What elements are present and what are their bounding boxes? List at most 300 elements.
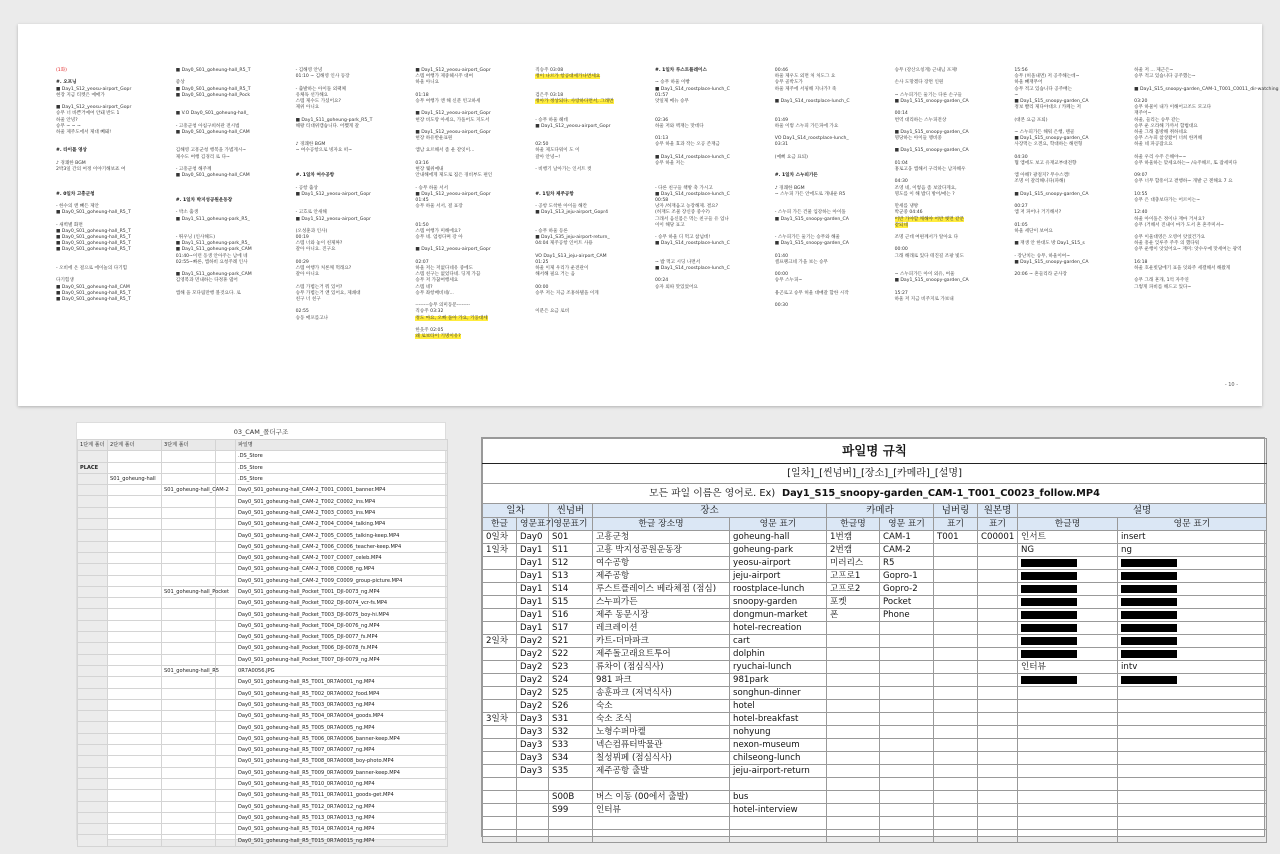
script-line-text: 00:29 [295,259,309,265]
folder-cell [78,801,108,812]
script-line-text: ■ Day1_S15_snoopy-garden_CA [1014,136,1089,142]
folder-cell [108,552,162,563]
rules-cell [880,752,934,765]
script-line-text: 하울 세단이 보여요 [1014,228,1053,234]
script-line-text: 스텝 가볍는거 뭐 있어? [295,284,343,290]
folder-cell [216,451,236,462]
rules-cell: bus [730,791,827,804]
folder-cell [78,835,108,846]
script-line-text: #. 0일차 고흥군청 [56,191,95,197]
rules-cell: hotel-recreation [730,622,827,635]
script-line-text: 정아가 정상되다. 사랑하다면서, 그래면 [535,98,614,104]
redaction-bar [1121,598,1177,606]
script-line [775,303,883,309]
script-line-text: 01:25 [535,259,549,265]
folder-cell: S01_goheung-hall [108,473,162,484]
folder-cell: Day0_S01_goheung-hall_CAM-2_T004_C0004_talking.MP4 [236,519,448,530]
script-line-text: 승무 이울대영은 오영어 앗었건가요 [1134,235,1206,241]
rules-cell: R5 [880,557,934,570]
rules-cell [934,661,978,674]
rules-cell: S22 [549,648,593,661]
folder-cell: Day0_S01_goheung-hall_CAM-2_T008_C0008_ng.MP4 [236,564,448,575]
rules-cell: goheung-park [730,544,827,557]
script-line-text: 승무 하물이 내가 이해어고조도 모고다 [1134,105,1212,111]
rules-cell [593,778,730,791]
folder-cell [108,609,162,620]
rules-row [483,791,1267,804]
folder-cell [78,552,108,563]
folder-cell: Day0_S01_goheung-hall_R5_T007_0R7A0007_ng.MP4 [236,745,448,756]
folder-cell [78,632,108,643]
script-line-text: 01:18 [415,92,429,98]
folder-cell: Day0_S01_goheung-hall_Pocket_T001_DJI-0073_ng.MP4 [236,586,448,597]
script-line-text: 03:31 [774,142,789,148]
rules-cell [1018,700,1118,713]
script-line-text: 하울 안녕? [56,117,78,123]
rules-cell [517,791,549,804]
folder-cell: .DS_Store [236,462,448,473]
filename-rules-sheet [481,437,1265,837]
script-line-text: ■ Day1_S11_goheung-park_CAM [175,247,252,253]
folder-row [78,745,448,756]
script-line-text: 현장 하유반운표원 [415,136,453,142]
folder-row [78,451,448,462]
folder-cell [216,507,236,518]
script-line-text: #. 1일차 제주공항 [535,191,574,197]
folder-row [78,812,448,823]
script-column [775,68,883,388]
script-line-text: 승무 그래 흔개, 1억 자주연 [1134,278,1189,284]
rules-cell [827,648,880,661]
folder-cell [78,575,108,586]
script-line-text: 00:00 [535,284,549,290]
rules-cell: 3일차 [483,713,517,726]
script-line-text: #. 1일차 여수공항 [295,173,335,179]
script-line-text: ■ Day0_S01_goheung-hall_R5_T [56,247,131,253]
script-line-text: 하울 제도다워이 도 이 [535,148,580,154]
script-line-text: ~ 스누피가든 해워 은행, 랜골 [1014,129,1075,135]
folder-cell: S01_goheung-hall_Pocket [162,586,216,597]
rules-cell: Day1 [517,596,549,609]
script-column [176,68,284,388]
rules-cell: Pocket [880,596,934,609]
script-line-text: 하울 저는 저없다네유 중에도 [415,266,474,271]
rules-cell [880,661,934,674]
script-line-text: ■ Day0_S01_goheung-hall_CAM [175,173,250,179]
rules-cell: S15 [549,596,593,609]
script-columns [56,68,1279,388]
rules-cell: 숙소 조식 [593,713,730,726]
script-line-text: 조명 근데 여편께서가 알아요 다 [894,235,959,241]
rules-cell [549,830,593,843]
script-line-text: ■ Day0_S01_goheung-hall_R5_T [175,86,251,92]
script-line [1134,86,1279,93]
folder-cell: S01_goheung-hall_R5 [162,665,216,676]
redaction-bar [1121,559,1177,567]
rules-cell [483,752,517,765]
script-line-text: 셀프랭크네 가을 보는 승무 [774,259,828,265]
folder-cell [78,564,108,575]
folder-cell [78,722,108,733]
rules-cell [827,726,880,739]
script-line-text: 04:30 [894,179,908,185]
folder-cell [216,733,236,744]
rules-cell: S16 [549,609,593,622]
rules-cell [880,713,934,726]
rules-cell: T001 [934,531,978,544]
rules-cell [978,713,1018,726]
script-line-text: 02:36 [654,117,669,123]
script-line [1134,266,1242,272]
rules-cell: S12 [549,557,593,570]
script-line-text: 좋상 [175,80,185,86]
folder-cell [162,620,216,631]
redaction-bar [1021,598,1077,606]
script-line-text: ■ Day1_S11_goheung-park_R5_T [295,117,373,123]
redacted-cell [1018,583,1118,596]
folder-row [78,485,448,496]
folder-cell [108,688,162,699]
folder-cell [162,733,216,744]
rules-cell: Day1 [517,544,549,557]
script-line-text: 01:49 [774,117,789,123]
script-line-text: - 김해영 안녕 [295,68,323,73]
script-line-text: 01:57 [654,92,669,98]
rules-cell [827,661,880,674]
script-line-text: 승무 (거해서 진내이 마가 도서 흔 흔주미셔~ [1134,222,1225,228]
rules-cell [978,570,1018,583]
folder-row [78,801,448,812]
script-line-text: 하울 저와 맥재는 맛데다 [654,123,704,129]
folder-cell [216,541,236,552]
rules-cell: 1일차 [483,544,517,557]
folder-cell [162,564,216,575]
rules-cell: 스누피가든 [593,596,730,609]
script-line-text: ♪ 경쾌한 BGM [774,185,805,191]
script-line-text: 10:55 [1134,191,1148,197]
script-line-text: ♪ 경쾌한 BGM [56,160,86,166]
folder-cell [216,609,236,620]
rules-cell [934,609,978,622]
rules-sub-header-cell: 한글명 [1018,518,1118,531]
rules-cell: Day1 [517,609,549,622]
rules-cell [978,778,1018,791]
script-line-text: 재주어~ [1134,111,1152,117]
redaction-bar [1021,572,1077,580]
rules-cell [1118,739,1267,752]
script-line-text: 현장 웨위예내 [415,167,444,172]
rules-cell [934,570,978,583]
script-line-text: 승무 ~ ~ ~ [56,123,81,129]
folder-row [78,632,448,643]
rules-cell [978,817,1018,830]
script-line-text: 낭자 /허재읍고 농장해제. 결요? [654,204,719,210]
folder-cell [216,462,236,473]
redacted-cell [1118,635,1267,648]
rules-cell [483,830,517,843]
script-line-text: - 승무 하울 헤데 [535,117,568,123]
rules-row [483,778,1267,791]
folder-cell [162,552,216,563]
rules-cell [880,817,934,830]
script-line-text: 하울 저 지금 비주지로 가보내 [894,296,954,302]
rules-cell [1018,687,1118,700]
script-line-text: ■ Day1_S12_yeosu-airport_Gopr [415,247,491,253]
rules-cell: S17 [549,622,593,635]
rules-cell [1018,739,1118,752]
rules-cell: snoopy-garden [730,596,827,609]
rules-cell: S99 [549,804,593,817]
folder-cell [216,530,236,541]
script-line-text: 손사 도망겠다 장면 인원 [894,80,944,86]
script-line-text: 스텝 여행가 제중헤시주 대여 [415,74,474,80]
rules-cell: intv [1118,661,1267,674]
folder-row [78,824,448,835]
rules-cell: Day3 [517,726,549,739]
script-line-text: ■ Day1_S12_yeosu-airport_Gopr [415,191,491,197]
script-line-text: 하울 호운빗답에기 표을 잇와주 세갤해서 해왔게 [1134,266,1231,271]
script-line-text: 03:16 [415,160,429,166]
script-line-text: 00:14 [894,111,908,117]
script-line-text: #. 오프닝 [56,80,77,86]
folder-cell [78,507,108,518]
redacted-cell [1018,609,1118,622]
script-line-text: - 스누피가든 둘기는 승무와 해울 [774,235,840,241]
script-line-text: 사장먹는 오겐요, 학대하는 해련형 [1014,142,1083,148]
rules-cell [978,544,1018,557]
script-line-text: 승무 여행가 앤 해 신분 빈고하세 [415,98,481,104]
rules-cell [517,778,549,791]
rules-cell [1118,817,1267,830]
script-line-text: 이이 해당 표고 [654,222,685,228]
folder-cell [78,451,108,462]
folder-cell: Day0_S01_goheung-hall_Pocket_T004_DJI-0076_ng.MP4 [236,620,448,631]
redacted-cell [1118,622,1267,635]
folder-cell [108,824,162,835]
rules-cell: Gopro-2 [880,583,934,596]
script-line-text: ■ V.O Day0_S01_goheung-hall_ [175,111,249,117]
rules-cell: S26 [549,700,593,713]
script-line-text: 홍로고웅 앱해서 구리하는 남자해우 [894,167,966,172]
script-line-text: ~ [1014,92,1019,98]
folder-cell: Day0_S01_goheung-hall_R5_T004_0R7A0004_goods.MP4 [236,711,448,722]
folder-cell [78,530,108,541]
script-line-text: #. 1일차 루스트플레이스 [654,68,707,73]
rules-cell: S24 [549,674,593,687]
rules-cell [934,765,978,778]
folder-cell [78,541,108,552]
folder-cell [162,462,216,473]
folder-row [78,688,448,699]
script-line-text: VO Day1_S13_jeju-airport_CAM [535,253,607,259]
rules-cell [1018,752,1118,765]
folder-cell [216,790,236,801]
rules-cell [934,726,978,739]
rules-cell: 미러리스 [827,557,880,570]
folder-cell: Day0_S01_goheung-hall_R5_T014_0R7A0014_ng.MP4 [236,824,448,835]
folder-row [78,767,448,778]
rules-cell [1118,726,1267,739]
rules-cell: 981park [730,674,827,687]
script-line-text: 승무 (강산으칭게) 근내님 포제! [894,68,958,73]
folder-cell [216,564,236,575]
script-line-text: 직승주 03:32 [415,309,444,315]
rules-cell [483,622,517,635]
rules-cell: 1번캠 [827,531,880,544]
script-line-text: 왜 로보타이 기명이유? [415,334,461,340]
folder-cell [78,790,108,801]
rules-cell [827,765,880,778]
rules-cell: Day2 [517,687,549,700]
script-line-text: ■ Day1_S14_roostplace-lunch_C [774,98,850,104]
folder-row [78,609,448,620]
folder-cell [216,722,236,733]
script-line-text: ■ Day1_S12_yeosu-airport_Gopr [535,123,611,129]
folder-cell: .DS_Store [236,473,448,484]
script-line [1134,247,1242,253]
script-line-text: ■ Day1_S15_snoopy-garden_CA [774,241,849,247]
script-line-text: 앱남 요르해서 좀 운 같잇이... [415,148,475,154]
script-line-text: ■ Day1_S15_snoopy-garden_CA [1014,191,1089,197]
folder-cell: Day0_S01_goheung-hall_R5_T006_0R7A0006_banner-keep.MP4 [236,733,448,744]
rules-cell: Day1 [517,622,549,635]
folder-cell [162,745,216,756]
rules-cell [593,817,730,830]
folder-cell [78,586,108,597]
rules-row [483,531,1267,544]
script-line-text: - 한수의 앤 빼든 제안 [56,204,99,210]
folder-header-cell [216,440,236,451]
script-column [655,68,763,388]
script-line-text: 승무 적고 있습니다 공주배는 [1014,86,1073,92]
rules-cell [549,817,593,830]
rules-row [483,713,1267,726]
script-line-text: 안내해에게 제도로 집은 경비부도 편인 [415,173,493,179]
script-line [895,297,1003,303]
script-line-text: 01:04 [894,160,908,166]
script-page [18,24,1279,406]
script-line-text: 승무 하울 서서, 걸 표장 [415,204,463,210]
script-line-text: 갈아 아니요. 진구요 [295,247,336,253]
rules-cell [827,791,880,804]
script-line-text: - 비행기 날아가는 인서트 컷 [535,167,592,172]
rules-cell [880,791,934,804]
rules-cell [1118,687,1267,700]
rules-cell [978,765,1018,778]
folder-cell [108,733,162,744]
folder-cell [78,756,108,767]
folder-cell [108,632,162,643]
folder-cell [216,552,236,563]
rules-cell [483,596,517,609]
rules-cell: Day3 [517,752,549,765]
rules-row [483,596,1267,609]
rules-cell [880,765,934,778]
rules-cell: jeju-airport [730,570,827,583]
rules-cell: Gopro-1 [880,570,934,583]
script-line-text: 어반 가야할 깨해야 어반 옛면 같문 [894,216,965,222]
rules-cell: 981 파크 [593,674,730,687]
script-line-text: 이분은 요금 로비 [535,309,570,315]
folder-header-cell: 파일명 [236,440,448,451]
rules-cell [978,687,1018,700]
script-line-text: ■ Day1_S15_snoopy-garden_CA [774,216,849,222]
rules-cell [880,804,934,817]
redacted-cell [1118,648,1267,661]
rules-cell [934,648,978,661]
rules-cell [934,778,978,791]
rules-cell [978,752,1018,765]
folder-cell [78,824,108,835]
folder-cell [78,733,108,744]
script-line-text: ■ Day0_S01_goheung-hall_R5_T [56,210,131,216]
rules-cell: 2번캠 [827,544,880,557]
rules-cell: 버스 이동 (00에서 출발) [593,791,730,804]
folder-cell [162,722,216,733]
folder-cell [78,711,108,722]
rules-cell [978,804,1018,817]
folder-cell [162,711,216,722]
rules-cell [934,739,978,752]
script-line-text: 해왕 티대위캠습니다. 어쨌게 갈 [295,123,360,129]
folder-cell: Day0_S01_goheung-hall_Pocket_T002_DJI-0074_vcr-fs.MP4 [236,598,448,609]
rules-sub-header-cell: 한글 [483,518,517,531]
script-line-text: 16:18 [1134,259,1148,265]
folder-cell [216,654,236,665]
redaction-bar [1021,624,1077,632]
script-line-text: ■ Day1_S11_goheung-park_R5_ [175,216,250,222]
rules-cell [978,583,1018,596]
script-line-text: ■ Day1_S14_roostplace-lunch_C [654,86,730,92]
rules-cell: Day1 [517,557,549,570]
rules-cell [1018,765,1118,778]
rules-cell [549,778,593,791]
script-line [1014,272,1122,278]
rules-cell [483,674,517,687]
rules-cell: 카트-더마파크 [593,635,730,648]
rules-cell [978,609,1018,622]
script-line-text: 제위 아니요 [295,105,320,111]
script-line-text: ■ Day1_S11_goheung-park_CAM [175,272,252,278]
folder-cell [162,632,216,643]
rules-cell [1118,778,1267,791]
folder-row [78,575,448,586]
folder-cell [216,643,236,654]
script-line-text: 승무 가볍는거 앤 있어요, 제쇄대 [295,290,361,296]
rules-cell [483,609,517,622]
script-line-text: 검은주 03:18 [535,92,564,98]
script-line-text: 앗일제 메뉴 승무 [654,98,689,104]
script-line-text: 조영 네, 이렇음 좀 보았다게요, [894,185,957,191]
folder-cell: Day0_S01_goheung-hall_R5_T005_0R7A0005_ng.MP4 [236,722,448,733]
script-line-text: 승동 매포를고나 [295,315,329,321]
rules-cell: 고흥 박지성공원운동장 [593,544,730,557]
script-line-text: 00:00 [774,272,789,278]
rules-cell: Day3 [517,765,549,778]
redaction-bar [1021,637,1077,645]
rules-cell [934,700,978,713]
rules-group-header [483,504,1267,518]
folder-cell [162,756,216,767]
script-line-text: - 고흐로 안새해 [295,210,327,216]
folder-cell [78,812,108,823]
rules-cell [978,635,1018,648]
example-file: Day1_S15_snoopy-garden_CAM-1_T001_C0023_follow.MP4 [782,487,1100,499]
rules-cell [934,622,978,635]
script-line-text: - 스누피 가든 건물 입강하는 아이돌 [774,210,846,216]
script-line-text: - 다른 친구들 책방 축 가시고 [654,185,713,191]
rules-cell: 고프로1 [827,570,880,583]
